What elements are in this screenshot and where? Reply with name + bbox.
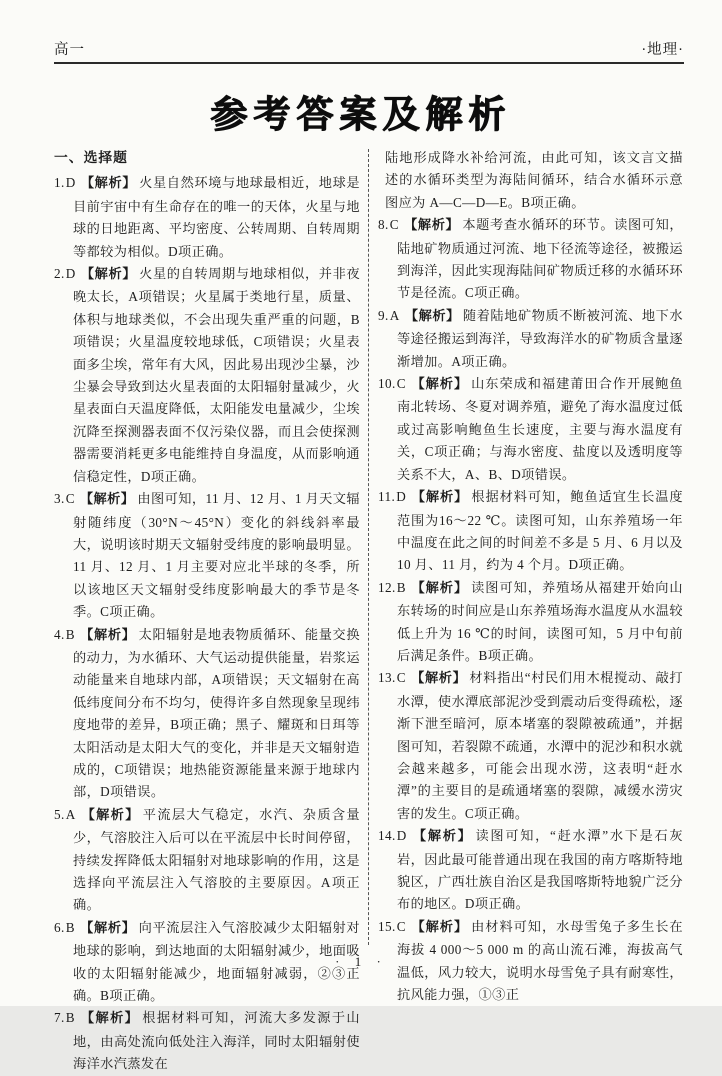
analysis-text: 读图可知，养殖场从福建开始向山东转场的时间应是山东养殖场海水温度从水温较低上升为 16 ℃的时间，读图可知，5 月中旬前后满足条件。B项正确。 — [397, 579, 683, 663]
section-heading: 一、选择题 — [54, 150, 128, 166]
analysis-text: 山东荣成和福建莆田合作开展鲍鱼南北转场、冬夏对调养殖，避免了海水温度过低或过高影响鲍鱼生长速度，主要与海水温度有关，C项正确；与海水密度、盐度以及透明度等关系不大，A、B、D项错误。 — [397, 376, 683, 482]
answer-item-2 — [54, 263, 360, 488]
analysis-tag: 【解析】 — [80, 267, 137, 283]
analysis-text: 向平流层注入气溶胶减少太阳辐射对地球的影响，到达地面的太阳辐射减少，地面吸收的太阳辐射能减少，地面辐射减弱，②③正确。B项正确。 — [73, 919, 360, 1004]
question-number: 6. — [54, 919, 65, 935]
analysis-text: 由图可知，11 月、12 月、1 月天文辐射随纬度（30°N～45°N）变化的斜线斜率最大，说明该时期天文辐射受纬度的影响最明显。11 月、12 月、1 月主要对应北半球的冬季，所以该地区天文辐射受纬度影响最大的季节是冬季。C项正确。 — [73, 491, 360, 620]
analysis-text: 火星自然环境与地球最相近，地球是目前宇宙中有生命存在的唯一的天体，火星与地球的日地距离、平均密度、公转周期、自转周期等都较为相似。D项正确。 — [73, 175, 360, 259]
analysis-tag: 【解析】 — [404, 308, 460, 324]
column-divider — [368, 149, 369, 945]
answer-item-10 — [378, 373, 683, 486]
page-number: · 1 · — [335, 954, 387, 969]
two-column-body — [54, 147, 686, 1072]
answer-letter: B — [65, 919, 75, 935]
analysis-text: 根据材料可知，鲍鱼适宜生长温度范围为16～22 ℃。读图可知，山东养殖场一年中温度在此之间的时间差不多是 5 月、6 月以及 10 月、11 月，约为 4 个月。D项正确。 — [397, 489, 683, 573]
analysis-tag: 【解析】 — [410, 671, 467, 687]
answer-item-11 — [378, 486, 683, 577]
answer-letter: D — [65, 266, 76, 282]
answer-letter: C — [396, 918, 406, 934]
question-number: 9. — [378, 307, 389, 323]
analysis-tag: 【解析】 — [79, 1011, 140, 1027]
analysis-tag: 【解析】 — [410, 580, 469, 596]
analysis-text: 火星的自转周期与地球相似，并非夜晚太长，A项错误；火星属于类地行星，质量、体积与地球类似，不会出现失重严重的问题，B项错误；火星温度较地球低，C项错误；火星表面多尘埃，常年有大风，因此易出现沙尘暴，沙尘暴会导致到达火星表面的太阳辐射量减少，火星表面白天温度降低，太阳能发电量减少，尘埃沉降至探测器表面不仅污染仪器，而且会使探测器需要消耗更多电能维持自身温度，从而影响通信稳定性，D项正确。 — [73, 266, 360, 484]
analysis-text: 由材料可知，水母雪兔子多生长在海拔 4 000～5 000 m 的高山流石滩，海拔高气温低，风力较大，说明水母雪兔子具有耐寒性，抗风能力强，①③正 — [397, 918, 683, 1003]
answer-letter: B — [65, 1010, 75, 1026]
analysis-text: 读图可知，“赶水潭”水下是石灰岩，因此最可能普通出现在我国的南方喀斯特地貌区，广西壮族自治区是我国喀斯特地貌广泛分布的地区。D项正确。 — [397, 828, 683, 912]
question-number: 1. — [54, 175, 65, 191]
answer-item-7 — [54, 1007, 360, 1075]
right-column — [378, 147, 683, 1003]
answer-letter: C — [396, 670, 406, 686]
analysis-tag: 【解析】 — [411, 490, 469, 506]
analysis-tag: 【解析】 — [80, 176, 137, 192]
answer-letter: A — [65, 806, 76, 822]
analysis-tag: 【解析】 — [80, 807, 140, 823]
question-number: 8. — [378, 217, 389, 233]
question-number: 3. — [54, 491, 65, 507]
answer-item-4 — [54, 624, 360, 804]
analysis-text: 太阳辐射是地表物质循环、能量交换的动力，为水循环、大气运动提供能量，岩浆运动能量来自地球内部，A项错误；天文辐射在高低纬度间分布不均匀，使得许多自然现象呈现纬度地带的差异，B项正确；黑子、耀斑和日珥等太阳活动是太阳大气的变化，并非是天文辐射造成的，C项错误；地热能资源能量来源于地球内部，D项错误。 — [73, 626, 360, 800]
analysis-text: 本题考查水循环的环节。读图可知，陆地矿物质通过河流、地下径流等途径，被搬运到海洋，因此实现海陆间矿物质迁移的水循环环节是径流。C项正确。 — [397, 217, 683, 301]
answer-letter: A — [389, 307, 400, 323]
analysis-tag: 【解析】 — [411, 829, 473, 845]
analysis-text: 根据材料可知，河流大多发源于山地，由高处流向低处注入海洋，同时太阳辐射使海洋水汽蒸发在 — [73, 1010, 361, 1072]
answer-item-9 — [378, 305, 683, 373]
answer-item-14 — [378, 825, 683, 916]
question-number: 10. — [378, 376, 396, 392]
analysis-tag: 【解析】 — [410, 919, 469, 935]
analysis-text: 材料指出“村民们用木棍搅动、敲打水潭，使水潭底部泥沙受到震动后变得疏松，逐渐下泄至暗河，原本堵塞的裂隙被疏通”，并据图可知，若裂隙不疏通，水潭中的泥沙和积水就会越来越多，可能会出现水涝，这表明“赶水潭”的主要目的是疏通堵塞的裂隙，减缓水涝灾害的发生。C项正确。 — [397, 670, 683, 821]
answer-item-12 — [378, 577, 683, 668]
answer-letter: D — [396, 489, 407, 505]
answer-letter: C — [389, 217, 399, 233]
answer-item-5 — [54, 804, 360, 917]
question-number: 14. — [378, 828, 396, 844]
question-number: 5. — [54, 806, 65, 822]
answer-item-13 — [378, 667, 683, 825]
page-title: 参考答案及解析 — [210, 93, 512, 136]
question-number: 4. — [54, 626, 65, 642]
analysis-text: 随着陆地矿物质不断被河流、地下水等途径搬运到海洋，导致海洋水的矿物质含量逐渐增加。A项正确。 — [397, 307, 683, 369]
left-column — [54, 147, 361, 1072]
answer-letter: C — [65, 491, 75, 507]
answer-item-1 — [54, 172, 360, 263]
analysis-text: 平流层大气稳定，水汽、杂质含量少，气溶胶注入后可以在平流层中长时间停留，持续发挥降低太阳辐射对地球影响的作用，这是选择向平流层注入气溶胶的主要原因。A项正确。 — [73, 806, 360, 913]
question-number: 7. — [54, 1010, 65, 1026]
question-number: 15. — [378, 918, 396, 934]
analysis-tag: 【解析】 — [79, 920, 136, 936]
answer-letter: B — [396, 579, 406, 595]
analysis-tag: 【解析】 — [403, 218, 460, 234]
answer-letter: B — [65, 626, 75, 642]
answer-letter: D — [65, 175, 76, 191]
answer-item-3 — [54, 488, 360, 623]
analysis-tag: 【解析】 — [410, 377, 469, 393]
answer-item-8 — [378, 214, 683, 305]
analysis-tag: 【解析】 — [79, 627, 136, 643]
answer-item-7-continuation: 陆地形成降水补给河流，由此可知，该文言文描述的水循环类型为海陆间循环，结合水循环示意图应为 A—C—D—E。B项正确。 — [385, 150, 683, 210]
answer-letter: D — [396, 828, 407, 844]
analysis-tag: 【解析】 — [79, 492, 135, 508]
answer-letter: C — [396, 376, 406, 392]
header-subject-label: ·地理· — [641, 42, 684, 58]
question-number: 12. — [378, 579, 396, 595]
question-number: 13. — [378, 670, 396, 686]
question-number: 11. — [378, 489, 396, 505]
page-header — [54, 38, 684, 64]
question-number: 2. — [54, 266, 65, 282]
header-grade-label: 高一 — [54, 42, 85, 58]
